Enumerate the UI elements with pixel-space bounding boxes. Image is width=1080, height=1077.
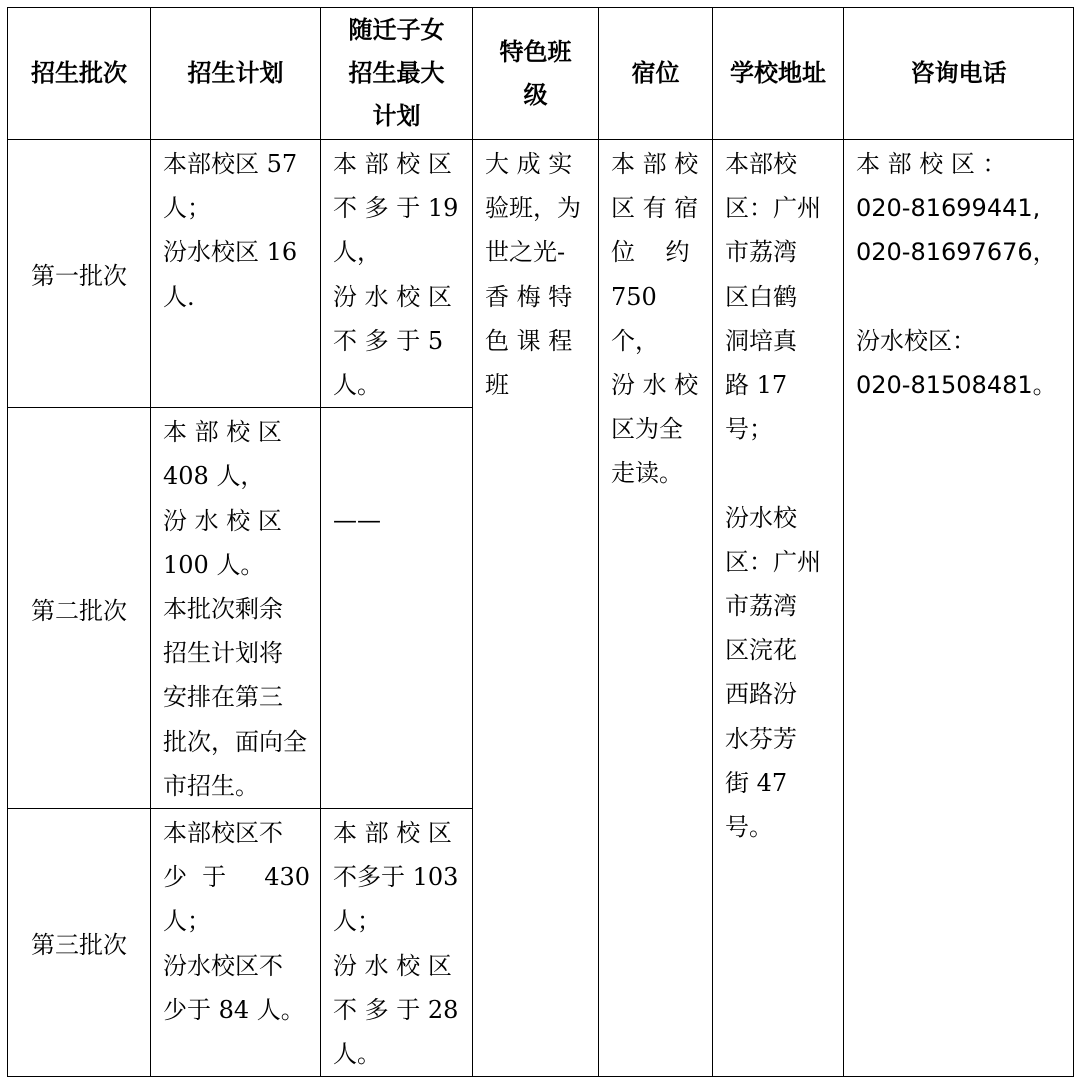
batch-label: 第三批次 (8, 809, 151, 1077)
admissions-table (7, 7, 1074, 1077)
header-special-class: 特色班 级 (473, 8, 599, 140)
table-row (8, 140, 1074, 408)
header-row (8, 8, 1074, 140)
plan-cell: 本 部 校 区 408 人， 汾 水 校 区 100 人。 本批次剩余 招生计划将 安排在第三 批次，面向全 市招生。 (151, 408, 321, 809)
header-address: 学校地址 (713, 8, 844, 140)
plan-cell: 本部校区不 少于 430 人； 汾水校区不 少于 84 人。 (151, 809, 321, 1077)
dorm-cell: 本 部 校 区 有 宿 位 约 750 个， 汾 水 校 区为全 走读。 (599, 140, 713, 1077)
header-plan: 招生计划 (151, 8, 321, 140)
header-batch: 招生批次 (8, 8, 151, 140)
batch-label: 第二批次 (8, 408, 151, 809)
phone-cell: 本 部 校 区 ： 020-81699441, 020-81697676， 汾水校区： 020-81508481。 (844, 140, 1074, 1077)
header-dorm: 宿位 (599, 8, 713, 140)
migrant-plan-cell: 本 部 校 区 不 多 于 19 人， 汾 水 校 区 不 多 于 5 人。 (321, 140, 473, 408)
header-migrant-plan: 随迁子女 招生最大 计划 (321, 8, 473, 140)
plan-cell: 本部校区 57 人； 汾水校区 16 人. (151, 140, 321, 408)
address-cell: 本部校 区：广州 市荔湾 区白鹤 洞培真 路 17 号； 汾水校 区：广州 市荔湾 区浣花 西路汾 水芬芳 街 47 号。 (713, 140, 844, 1077)
migrant-plan-cell: 本 部 校 区 不多于 103 人； 汾 水 校 区 不 多 于 28 人。 (321, 809, 473, 1077)
migrant-plan-cell: —— (321, 408, 473, 809)
batch-label: 第一批次 (8, 140, 151, 408)
special-class-cell: 大 成 实 验班，为 世之光- 香 梅 特 色 课 程 班 (473, 140, 599, 1077)
header-phone: 咨询电话 (844, 8, 1074, 140)
